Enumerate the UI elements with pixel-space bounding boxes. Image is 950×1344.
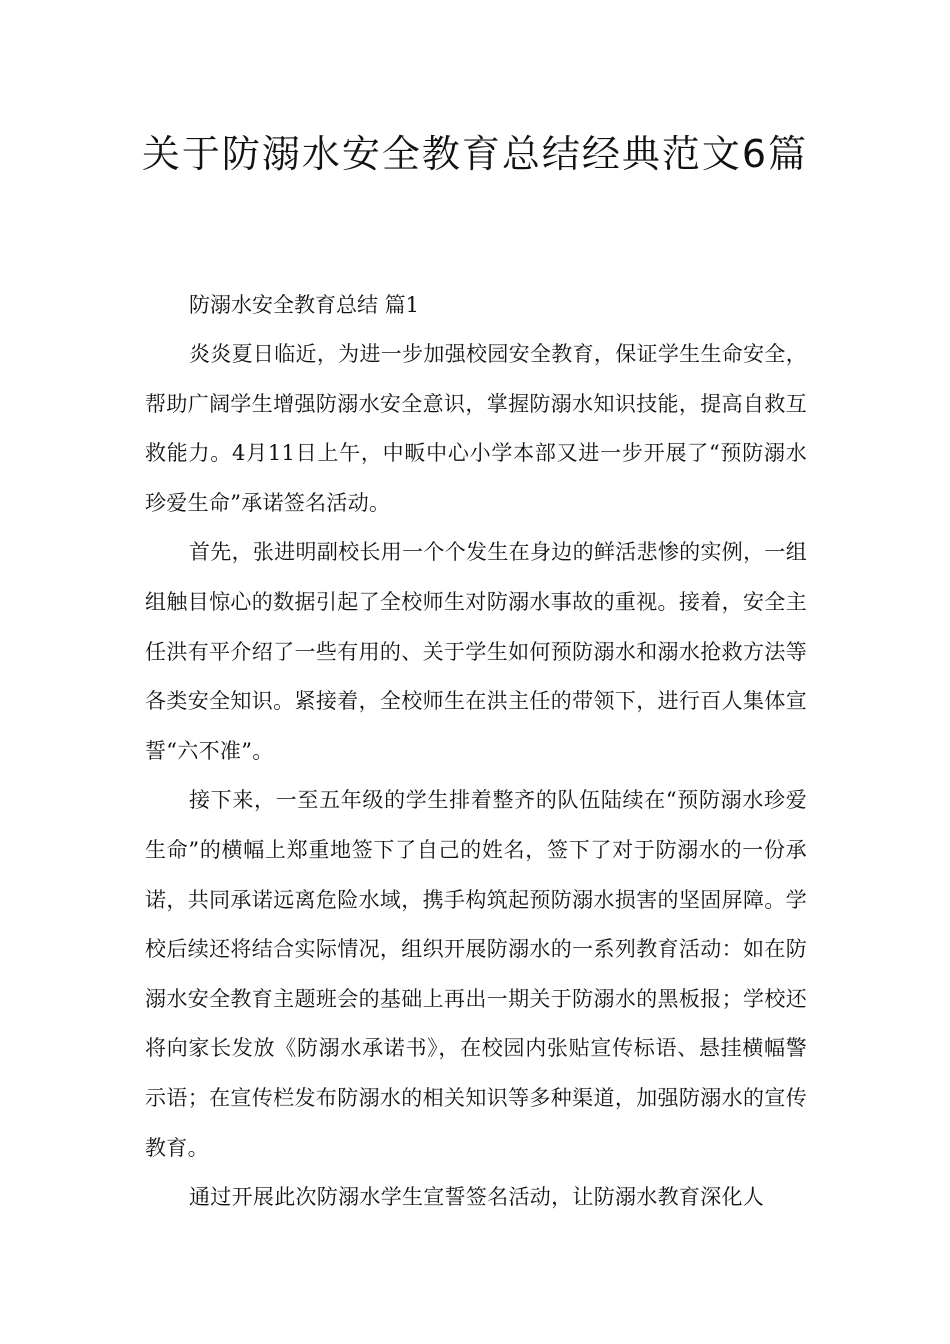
document-title: 关于防溺水安全教育总结经典范文6篇	[141, 132, 809, 176]
paragraph-4: 通过开展此次防溺水学生宣誓签名活动，让防溺水教育深化人	[189, 1185, 765, 1210]
paragraph-2: 首先，张进明副校长用一个个发生在身边的鲜活悲惨的实例，一组组触目惊心的数据引起了全校师生对防溺水事故的重视。接着，安全主任洪有平介绍了一些有用的、关于学生如何预防溺水和溺水抢救方法等各类安全知识。紧接着，全校师生在洪主任的带领下，进行百人集体宣誓“六不准”。	[145, 540, 807, 763]
paragraph-3: 接下来，一至五年级的学生排着整齐的队伍陆续在“预防溺水珍爱生命”的横幅上郑重地签下了自己的姓名，签下了对于防溺水的一份承诺，共同承诺远离危险水域，携手构筑起预防溺水损害的坚固屏障。学校后续还将结合实际情况，组织开展防溺水的一系列教育活动：如在防溺水安全教育主题班会的基础上再出一期关于防溺水的黑板报；学校还将向家长发放《防溺水承诺书》，在校园内张贴宣传标语、悬挂横幅警示语；在宣传栏发布防溺水的相关知识等多种渠道，加强防溺水的宣传教育。	[145, 788, 807, 1160]
document-body	[145, 280, 807, 1223]
section-heading: 防溺水安全教育总结 篇1	[189, 293, 420, 317]
paragraph-1: 炎炎夏日临近，为进一步加强校园安全教育，保证学生生命安全，帮助广阔学生增强防溺水安全意识，掌握防溺水知识技能，提高自救互救能力。4月11日上午，中畈中心小学本部又进一步开展了“预防溺水珍爱生命”承诺签名活动。	[145, 342, 807, 515]
